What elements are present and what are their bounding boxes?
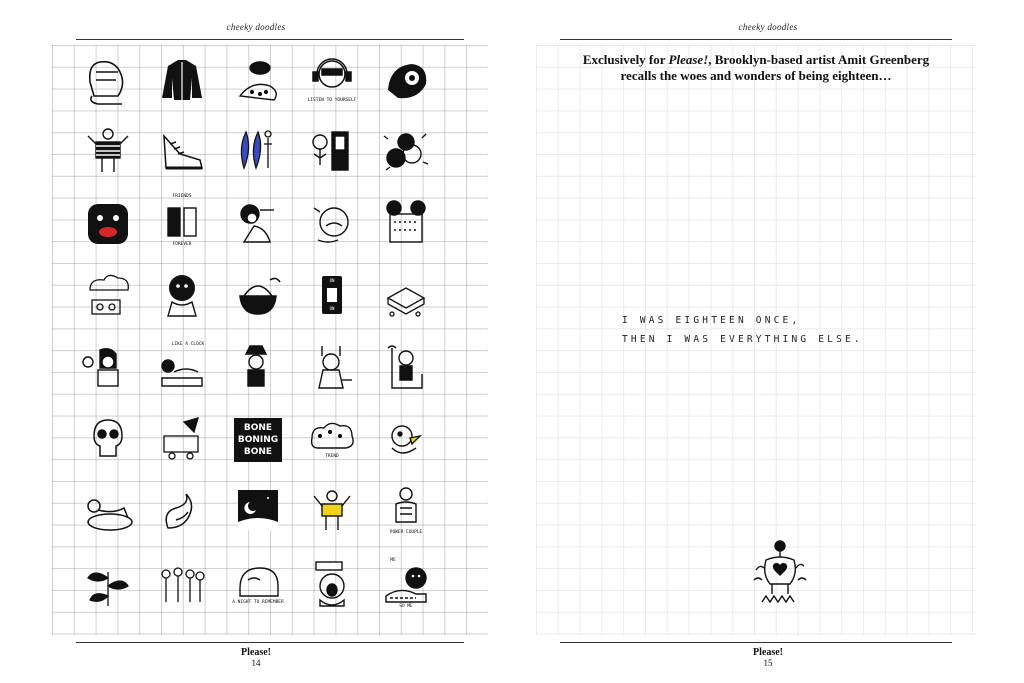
- page-number-left: 14: [251, 658, 261, 668]
- bottom-rule-right: [560, 642, 952, 643]
- caption-on-top: ON: [329, 278, 335, 283]
- caption-friends: FRIENDS: [172, 194, 192, 199]
- heart-figure-doodle: [750, 536, 810, 616]
- top-rule-left: [76, 39, 464, 40]
- doodle-swan-wave: [154, 484, 210, 540]
- doodle-black-ball-head: [154, 268, 210, 324]
- doodle-grid: [72, 52, 452, 622]
- doodle-yellow-beak-bird: [378, 412, 434, 468]
- intro-line1-post: , Brooklyn-based artist Amit Greenberg: [708, 52, 930, 67]
- doodle-friends-forever: [154, 196, 210, 252]
- caption-power-couple: POWER COUPLE: [389, 530, 423, 535]
- caption-forever: FOREVER: [172, 242, 192, 247]
- doodle-on-switch: [304, 268, 360, 324]
- doodle-hat-figure: [230, 340, 286, 396]
- doodle-mirror-girl: [80, 340, 136, 396]
- folio-left: [0, 648, 512, 668]
- doodle-striped-shirt-figure: [80, 124, 136, 180]
- caption-bone-1: BONE: [243, 423, 273, 433]
- doodle-blue-trees: [230, 124, 286, 180]
- running-head-right: cheeky doodles: [738, 22, 798, 32]
- caption-listen: LISTEN TO YOURSELF: [307, 98, 357, 103]
- doodle-bone-boning-bone: [230, 412, 286, 468]
- top-rule-right: [560, 39, 952, 40]
- doodle-curly-hair-figure: [230, 196, 286, 252]
- intro-line2: recalls the woes and wonders of being eighteen…: [620, 68, 892, 83]
- doodle-night-to-remember: [230, 558, 286, 614]
- caption-on-bottom: ON: [329, 306, 335, 311]
- doodle-basket: [230, 268, 286, 324]
- doodle-sheep-trend: [304, 412, 360, 468]
- doodle-like-clock-bed: [154, 340, 210, 396]
- quote-line-1: I WAS EIGHTEEN ONCE,: [622, 315, 801, 326]
- folio-brand-right: Please!: [753, 647, 783, 658]
- doodle-screaming-face: [304, 558, 360, 614]
- doodle-group-of-people: [154, 558, 210, 614]
- doodle-power-couple: [378, 484, 434, 540]
- caption-like-clock: LIKE A CLOCK: [171, 342, 205, 347]
- doodle-lounging-figure: [230, 52, 286, 108]
- doodle-cake-stack: [378, 268, 434, 324]
- right-page: [512, 0, 1024, 683]
- doodle-sneaker: [154, 124, 210, 180]
- doodle-night-sky: [230, 484, 286, 540]
- doodle-reclining-figure: [80, 484, 136, 540]
- intro-text: [560, 52, 952, 84]
- running-head-left: cheeky doodles: [226, 22, 286, 32]
- doodle-pile-of-shapes: [378, 124, 434, 180]
- doodle-skull: [80, 412, 136, 468]
- caption-bone-2: BONING: [237, 435, 279, 445]
- doodle-throne-figure: [378, 340, 434, 396]
- bottom-rule-left: [76, 642, 464, 643]
- doodle-cassette-cloud: [80, 268, 136, 324]
- doodle-plant-figure: [80, 558, 136, 614]
- caption-trend: TREND: [325, 454, 339, 459]
- doodle-yellow-strongman: [304, 484, 360, 540]
- doodle-me-so-me: [378, 558, 434, 614]
- doodle-door-figure: [304, 124, 360, 180]
- doodle-bunny-eared-figure: [304, 340, 360, 396]
- intro-magazine-name: Please!: [668, 52, 709, 67]
- doodle-red-lips-face: [80, 196, 136, 252]
- doodle-sad-face-line: [304, 196, 360, 252]
- doodle-jacket: [154, 52, 210, 108]
- caption-me: ME: [390, 558, 396, 563]
- handwritten-quote: [622, 311, 942, 349]
- caption-remember: A NIGHT TO REMEMBER: [232, 600, 284, 605]
- caption-so-me: SO ME: [399, 604, 413, 609]
- folio-right: [512, 648, 1024, 668]
- caption-bone-3: BONE: [243, 447, 273, 457]
- quote-line-2: THEN I WAS EVERYTHING ELSE.: [622, 334, 863, 345]
- doodle-headphones-face: [304, 52, 360, 108]
- intro-line1-pre: Exclusively for: [582, 52, 669, 67]
- doodle-mouse-ears-creature: [378, 196, 434, 252]
- doodle-hello-hands: [80, 52, 136, 108]
- doodle-gramophone-group: [154, 412, 210, 468]
- doodle-bird-eye: [378, 52, 434, 108]
- page-number-right: 15: [763, 658, 773, 668]
- folio-brand-left: Please!: [241, 647, 271, 658]
